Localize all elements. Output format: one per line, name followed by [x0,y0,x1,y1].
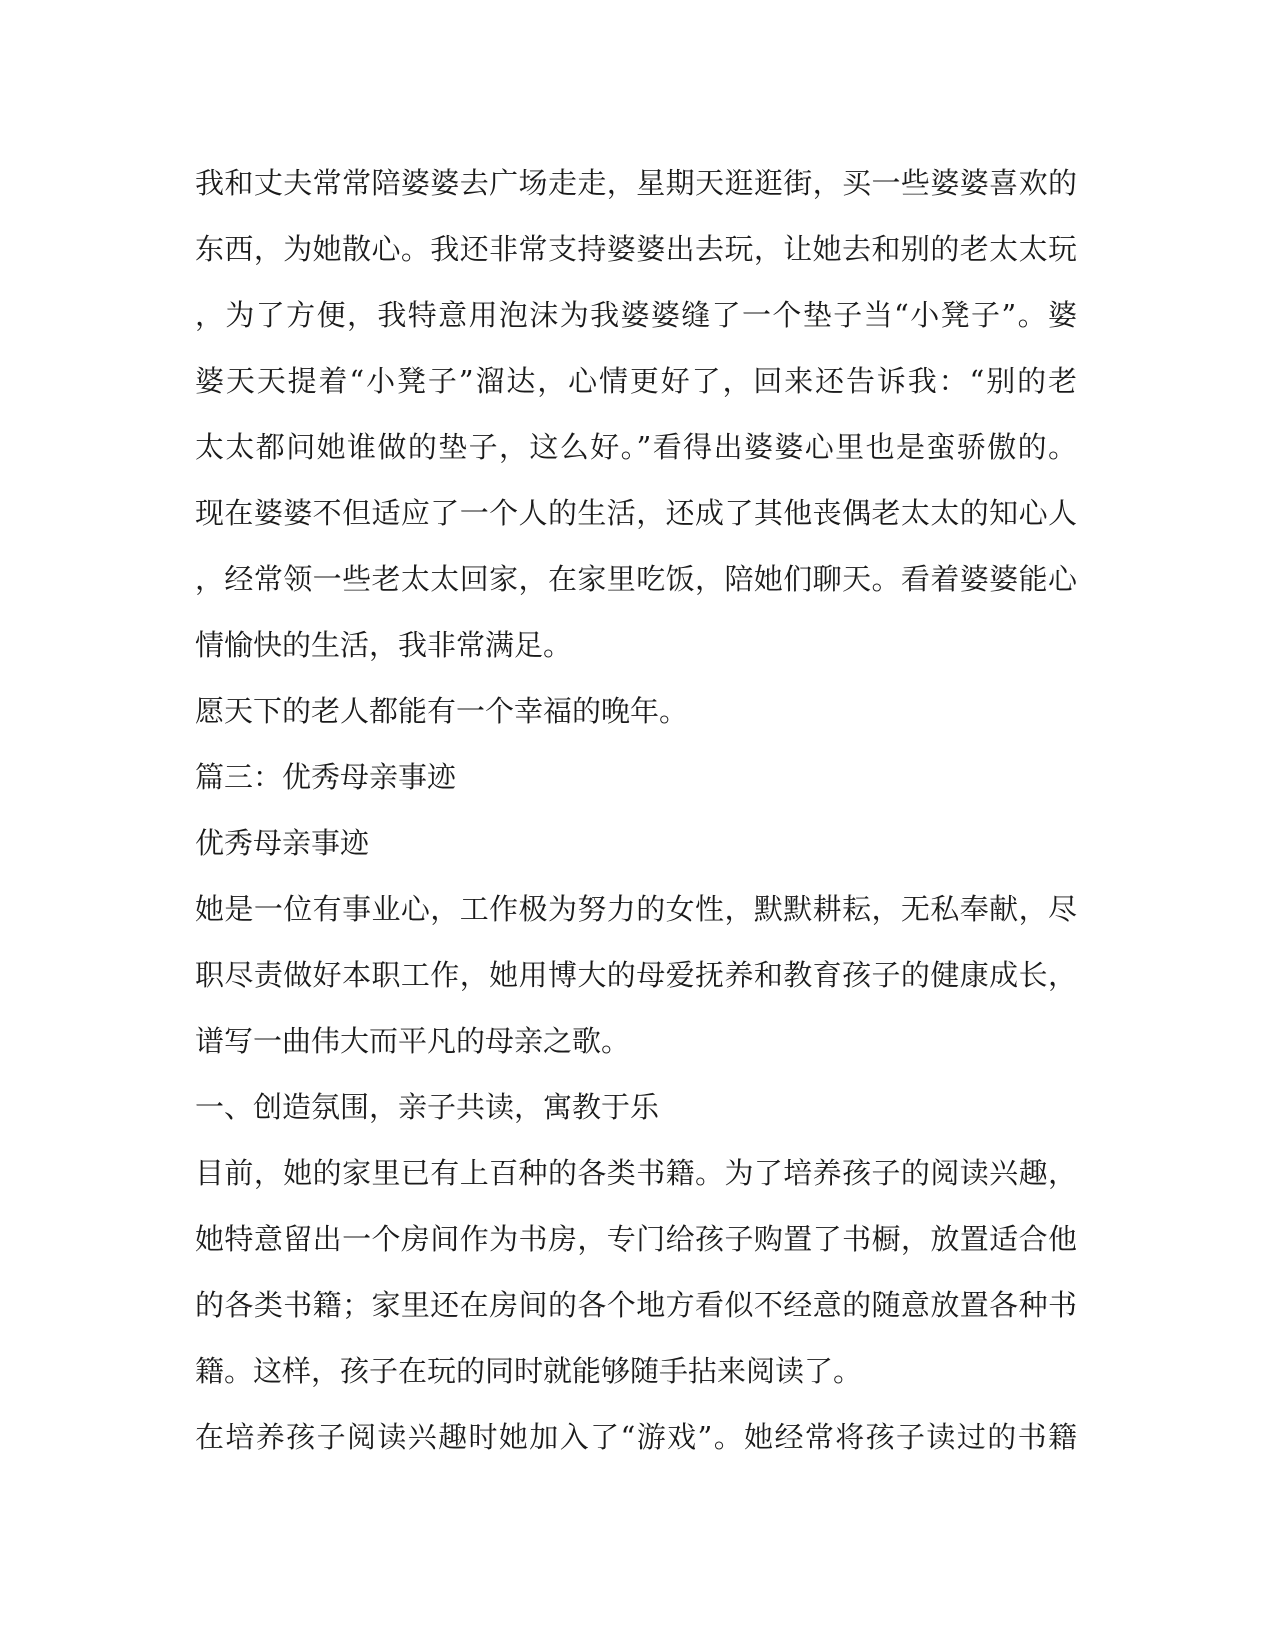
section-heading: 篇三：优秀母亲事迹 [195,760,457,794]
article-title: 优秀母亲事迹 [195,826,370,860]
text-line: 籍。这样，孩子在玩的同时就能够随手拈来阅读了。 [195,1354,863,1388]
text-line: 我和丈夫常常陪婆婆去广场走走，星期天逛逛街，买一些婆婆喜欢的 [195,166,1077,200]
text-line: 在培养孩子阅读兴趣时她加入了“游戏”。她经常将孩子读过的书籍 [195,1420,1077,1454]
subsection-heading: 一、创造氛围，亲子共读，寓教于乐 [195,1090,660,1124]
text-line: 目前，她的家里已有上百种的各类书籍。为了培养孩子的阅读兴趣， [195,1156,1077,1190]
text-line: 职尽责做好本职工作，她用博大的母爱抚养和教育孩子的健康成长， [195,958,1077,992]
text-line: 谱写一曲伟大而平凡的母亲之歌。 [195,1024,631,1058]
text-line: 太太都问她谁做的垫子，这么好。”看得出婆婆心里也是蛮骄傲的。 [195,430,1077,464]
text-line: 愿天下的老人都能有一个幸福的晚年。 [195,694,689,728]
text-line: 她特意留出一个房间作为书房，专门给孩子购置了书橱，放置适合他 [195,1222,1077,1256]
text-line: 她是一位有事业心，工作极为努力的女性，默默耕耘，无私奉献，尽 [195,892,1077,926]
document-body [195,150,1077,1470]
text-line: 现在婆婆不但适应了一个人的生活，还成了其他丧偶老太太的知心人 [195,496,1077,530]
text-line: ，经常领一些老太太回家，在家里吃饭，陪她们聊天。看着婆婆能心 [195,562,1077,596]
text-line: 的各类书籍；家里还在房间的各个地方看似不经意的随意放置各种书 [195,1288,1077,1322]
text-line: 东西，为她散心。我还非常支持婆婆出去玩，让她去和别的老太太玩 [195,232,1077,266]
text-line: ，为了方便，我特意用泡沫为我婆婆缝了一个垫子当“小凳子”。婆 [195,298,1077,332]
text-line: 婆天天提着“小凳子”溜达，心情更好了，回来还告诉我：“别的老 [195,364,1077,398]
text-line: 情愉快的生活，我非常满足。 [195,628,573,662]
